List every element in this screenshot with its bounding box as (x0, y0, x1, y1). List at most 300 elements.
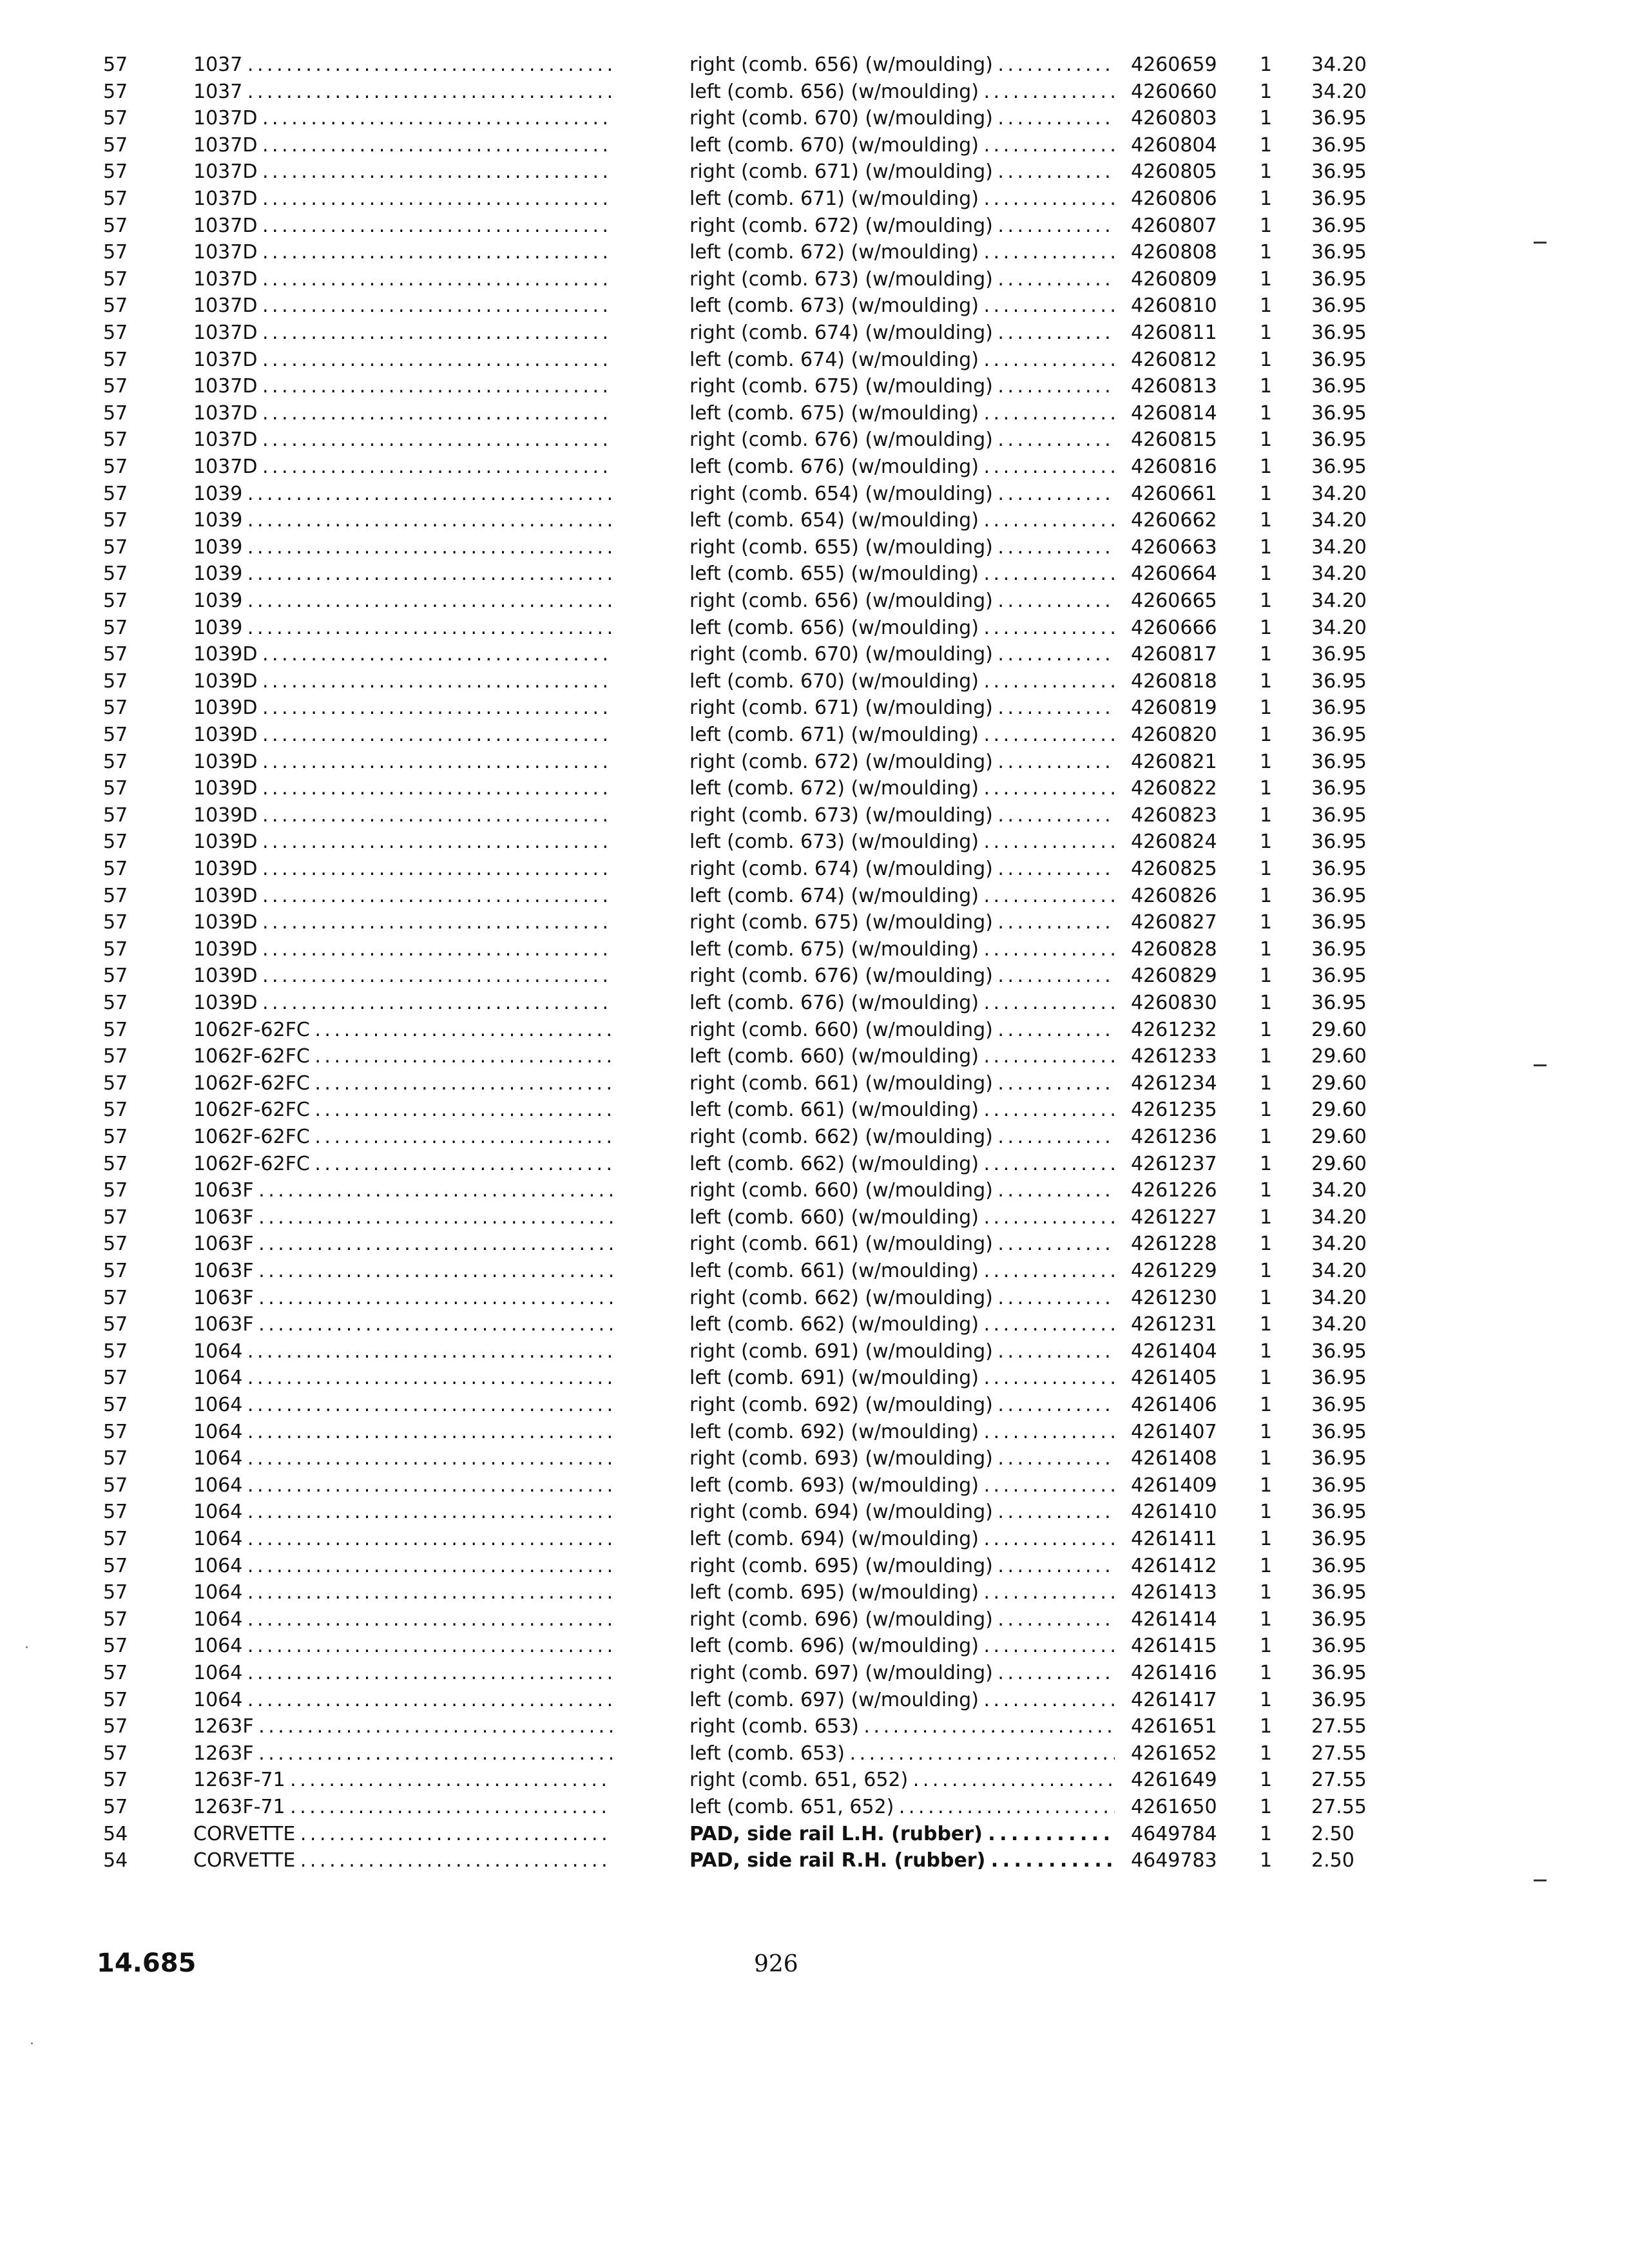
part-number: 4261408 (1131, 1447, 1217, 1470)
model-number: 1062F-62FC . . . (193, 1124, 612, 1151)
parts-row (0, 400, 1629, 427)
part-description: left (comb. 676) (w/moulding) . . . (689, 990, 1115, 1017)
part-number: 4649784 (1131, 1823, 1217, 1845)
quantity: 1 (1260, 617, 1273, 639)
part-description: left (comb. 656) (w/moulding) . . . (689, 615, 1115, 642)
model-number: 1263F . . . (193, 1713, 612, 1740)
model-number: 1263F . . . (193, 1740, 612, 1767)
model-number: 1037D . . . (193, 105, 612, 132)
parts-row (0, 722, 1629, 749)
model-number: 1062F-62FC . . . (193, 1043, 612, 1070)
part-number: 4261652 (1131, 1742, 1217, 1765)
model-year: 57 (103, 1447, 128, 1470)
model-year: 57 (103, 1394, 128, 1416)
part-description: right (comb. 655) (w/moulding) . . . (689, 534, 1115, 561)
model-year: 57 (103, 134, 128, 157)
price: 36.95 (1311, 456, 1367, 478)
part-number: 4261231 (1131, 1313, 1217, 1336)
parts-row (0, 802, 1629, 829)
model-number: 1063F . . . (193, 1231, 612, 1258)
price: 36.95 (1311, 643, 1367, 666)
price: 29.60 (1311, 1019, 1367, 1041)
part-description: left (comb. 694) (w/moulding) . . . (689, 1526, 1115, 1553)
model-year: 57 (103, 617, 128, 639)
quantity: 1 (1260, 1126, 1273, 1148)
part-number: 4261230 (1131, 1287, 1217, 1309)
quantity: 1 (1260, 509, 1273, 532)
quantity: 1 (1260, 1474, 1273, 1497)
parts-row (0, 775, 1629, 802)
model-number: 1037D . . . (193, 347, 612, 374)
part-description: right (comb. 670) (w/moulding) . . . (689, 105, 1115, 132)
parts-row (0, 641, 1629, 668)
part-number: 4261237 (1131, 1153, 1217, 1175)
price: 36.95 (1311, 294, 1367, 317)
quantity: 1 (1260, 1099, 1273, 1121)
part-description: left (comb. 673) (w/moulding) . . . (689, 829, 1115, 856)
part-description: left (comb. 662) (w/moulding) . . . (689, 1311, 1115, 1338)
part-description: right (comb. 673) (w/moulding) . . . (689, 802, 1115, 829)
part-description: left (comb. 693) (w/moulding) . . . (689, 1472, 1115, 1499)
price: 36.95 (1311, 777, 1367, 800)
model-year: 57 (103, 1608, 128, 1631)
model-year: 57 (103, 107, 128, 130)
price: 36.95 (1311, 322, 1367, 344)
part-description: left (comb. 651, 652) . . . (689, 1794, 1115, 1821)
quantity: 1 (1260, 107, 1273, 130)
model-year: 57 (103, 751, 128, 773)
part-number: 4261650 (1131, 1796, 1217, 1818)
model-year: 57 (103, 992, 128, 1014)
model-number: 1064 . . . (193, 1660, 612, 1687)
part-number: 4261649 (1131, 1769, 1217, 1791)
quantity: 1 (1260, 965, 1273, 987)
part-description: left (comb. 675) (w/moulding) . . . (689, 936, 1115, 963)
part-description: right (comb. 692) (w/moulding) . . . (689, 1392, 1115, 1419)
parts-row (0, 534, 1629, 561)
part-description: left (comb. 670) (w/moulding) . . . (689, 132, 1115, 159)
price: 34.20 (1311, 509, 1367, 532)
parts-row (0, 1311, 1629, 1338)
model-number: 1039 . . . (193, 507, 612, 534)
parts-row (0, 1124, 1629, 1151)
quantity: 1 (1260, 1447, 1273, 1470)
parts-row (0, 1553, 1629, 1580)
model-year: 57 (103, 1340, 128, 1363)
part-number: 4260809 (1131, 268, 1217, 291)
price: 36.95 (1311, 349, 1367, 371)
part-number: 4261407 (1131, 1421, 1217, 1443)
part-description: right (comb. 670) (w/moulding) . . . (689, 641, 1115, 668)
price: 34.20 (1311, 590, 1367, 612)
price: 36.95 (1311, 268, 1367, 291)
price: 36.95 (1311, 1367, 1367, 1389)
model-year: 57 (103, 536, 128, 559)
model-number: 1037D . . . (193, 427, 612, 454)
model-number: 1063F . . . (193, 1285, 612, 1312)
quantity: 1 (1260, 777, 1273, 800)
quantity: 1 (1260, 1501, 1273, 1523)
price: 36.95 (1311, 724, 1367, 746)
model-number: 1064 . . . (193, 1579, 612, 1606)
quantity: 1 (1260, 1742, 1273, 1765)
price: 27.55 (1311, 1742, 1367, 1765)
price: 36.95 (1311, 1528, 1367, 1550)
part-number: 4261409 (1131, 1474, 1217, 1497)
model-year: 57 (103, 562, 128, 585)
parts-row (0, 427, 1629, 454)
price: 27.55 (1311, 1715, 1367, 1738)
model-year: 57 (103, 1421, 128, 1443)
price: 34.20 (1311, 617, 1367, 639)
price: 36.95 (1311, 134, 1367, 157)
price: 34.20 (1311, 53, 1367, 76)
model-number: 1064 . . . (193, 1365, 612, 1392)
parts-row (0, 1338, 1629, 1365)
model-number: 1037D . . . (193, 186, 612, 213)
model-number: 1063F . . . (193, 1311, 612, 1338)
model-number: 1064 . . . (193, 1526, 612, 1553)
quantity: 1 (1260, 1796, 1273, 1818)
part-number: 4261228 (1131, 1233, 1217, 1255)
part-description: right (comb. 674) (w/moulding) . . . (689, 320, 1115, 347)
parts-row (0, 856, 1629, 883)
model-year: 57 (103, 428, 128, 451)
model-number: 1064 . . . (193, 1338, 612, 1365)
quantity: 1 (1260, 187, 1273, 210)
quantity: 1 (1260, 1179, 1273, 1202)
price: 34.20 (1311, 1206, 1367, 1229)
quantity: 1 (1260, 1715, 1273, 1738)
quantity: 1 (1260, 160, 1273, 183)
quantity: 1 (1260, 911, 1273, 934)
price: 27.55 (1311, 1769, 1367, 1791)
part-description: right (comb. 675) (w/moulding) . . . (689, 909, 1115, 936)
parts-row (0, 79, 1629, 106)
quantity: 1 (1260, 268, 1273, 291)
parts-row (0, 615, 1629, 642)
part-number: 4260804 (1131, 134, 1217, 157)
model-number: 1039 . . . (193, 588, 612, 615)
model-number: 1063F . . . (193, 1177, 612, 1204)
model-number: 1039 . . . (193, 615, 612, 642)
margin-mark (1534, 1064, 1547, 1066)
quantity: 1 (1260, 1287, 1273, 1309)
part-number: 4261417 (1131, 1689, 1217, 1711)
part-number: 4261233 (1131, 1045, 1217, 1068)
model-year: 57 (103, 1555, 128, 1577)
price: 36.95 (1311, 1421, 1367, 1443)
model-year: 57 (103, 1019, 128, 1041)
quantity: 1 (1260, 1072, 1273, 1095)
parts-row (0, 829, 1629, 856)
model-year: 57 (103, 322, 128, 344)
model-year: 57 (103, 938, 128, 961)
price: 29.60 (1311, 1099, 1367, 1121)
model-year: 57 (103, 294, 128, 317)
part-number: 4260811 (1131, 322, 1217, 344)
model-year: 57 (103, 1528, 128, 1550)
price: 36.95 (1311, 965, 1367, 987)
model-year: 57 (103, 777, 128, 800)
part-number: 4261236 (1131, 1126, 1217, 1148)
part-description: right (comb. 656) (w/moulding) . . . (689, 52, 1115, 79)
part-description: right (comb. 662) (w/moulding) . . . (689, 1124, 1115, 1151)
price: 36.95 (1311, 1581, 1367, 1604)
model-number: 1064 . . . (193, 1419, 612, 1446)
part-number: 4261406 (1131, 1394, 1217, 1416)
model-year: 57 (103, 1260, 128, 1282)
price: 29.60 (1311, 1153, 1367, 1175)
parts-row (0, 1204, 1629, 1231)
part-description: right (comb. 654) (w/moulding) . . . (689, 481, 1115, 508)
price: 36.95 (1311, 402, 1367, 425)
part-number: 4260803 (1131, 107, 1217, 130)
model-number: 1039D . . . (193, 883, 612, 910)
price: 36.95 (1311, 992, 1367, 1014)
parts-row (0, 1606, 1629, 1633)
price: 36.95 (1311, 1501, 1367, 1523)
model-year: 57 (103, 509, 128, 532)
quantity: 1 (1260, 402, 1273, 425)
model-year: 57 (103, 215, 128, 237)
quantity: 1 (1260, 81, 1273, 103)
part-description: right (comb. 672) (w/moulding) . . . (689, 749, 1115, 776)
price: 36.95 (1311, 375, 1367, 398)
model-year: 57 (103, 1099, 128, 1121)
model-year: 57 (103, 590, 128, 612)
parts-row (0, 373, 1629, 400)
model-number: 1037D . . . (193, 400, 612, 427)
quantity: 1 (1260, 215, 1273, 237)
price: 29.60 (1311, 1126, 1367, 1148)
model-year: 57 (103, 1715, 128, 1738)
model-year: 57 (103, 885, 128, 907)
quantity: 1 (1260, 1233, 1273, 1255)
part-number: 4261232 (1131, 1019, 1217, 1041)
part-number: 4260830 (1131, 992, 1217, 1014)
model-year: 57 (103, 1179, 128, 1202)
part-number: 4260812 (1131, 349, 1217, 371)
model-number: 1039 . . . (193, 481, 612, 508)
part-number: 4260810 (1131, 294, 1217, 317)
parts-row (0, 1821, 1629, 1848)
part-number: 4261412 (1131, 1555, 1217, 1577)
model-number: 1037 . . . (193, 52, 612, 79)
price: 36.95 (1311, 241, 1367, 264)
price: 36.95 (1311, 107, 1367, 130)
model-number: 1064 . . . (193, 1687, 612, 1714)
part-description: right (comb. 676) (w/moulding) . . . (689, 963, 1115, 990)
parts-row (0, 454, 1629, 481)
parts-row (0, 963, 1629, 990)
price: 29.60 (1311, 1072, 1367, 1095)
quantity: 1 (1260, 1340, 1273, 1363)
model-number: 1064 . . . (193, 1472, 612, 1499)
price: 36.95 (1311, 938, 1367, 961)
quantity: 1 (1260, 428, 1273, 451)
quantity: 1 (1260, 831, 1273, 853)
quantity: 1 (1260, 885, 1273, 907)
quantity: 1 (1260, 562, 1273, 585)
model-year: 57 (103, 858, 128, 880)
model-number: 1039D . . . (193, 990, 612, 1017)
model-number: 1039D . . . (193, 668, 612, 695)
model-year: 57 (103, 1635, 128, 1657)
parts-row (0, 1365, 1629, 1392)
quantity: 1 (1260, 590, 1273, 612)
parts-row (0, 1043, 1629, 1070)
section-code: 14.685 (97, 1948, 197, 1978)
price: 34.20 (1311, 1179, 1367, 1202)
model-number: 1039D . . . (193, 695, 612, 722)
part-number: 4260661 (1131, 483, 1217, 505)
quantity: 1 (1260, 1662, 1273, 1684)
quantity: 1 (1260, 536, 1273, 559)
model-number: 1062F-62FC . . . (193, 1151, 612, 1178)
model-year: 57 (103, 53, 128, 76)
price: 34.20 (1311, 1287, 1367, 1309)
part-number: 4260817 (1131, 643, 1217, 666)
model-year: 57 (103, 1474, 128, 1497)
part-number: 4261416 (1131, 1662, 1217, 1684)
quantity: 1 (1260, 1260, 1273, 1282)
price: 36.95 (1311, 751, 1367, 773)
price: 36.95 (1311, 1662, 1367, 1684)
price: 36.95 (1311, 1340, 1367, 1363)
parts-row (0, 1445, 1629, 1472)
quantity: 1 (1260, 1206, 1273, 1229)
model-year: 57 (103, 483, 128, 505)
part-description: left (comb. 670) (w/moulding) . . . (689, 668, 1115, 695)
quantity: 1 (1260, 241, 1273, 264)
price: 36.95 (1311, 911, 1367, 934)
quantity: 1 (1260, 322, 1273, 344)
model-year: 57 (103, 831, 128, 853)
part-number: 4260828 (1131, 938, 1217, 961)
model-year: 57 (103, 160, 128, 183)
part-number: 4260665 (1131, 590, 1217, 612)
model-year: 54 (103, 1823, 128, 1845)
part-number: 4260815 (1131, 428, 1217, 451)
price: 2.50 (1311, 1849, 1354, 1872)
part-number: 4260664 (1131, 562, 1217, 585)
model-number: 1039D . . . (193, 856, 612, 883)
part-description: left (comb. 696) (w/moulding) . . . (689, 1633, 1115, 1660)
model-number: 1064 . . . (193, 1392, 612, 1419)
quantity: 1 (1260, 1849, 1273, 1872)
part-description: right (comb. 674) (w/moulding) . . . (689, 856, 1115, 883)
model-number: 1037D . . . (193, 454, 612, 481)
model-year: 57 (103, 1689, 128, 1711)
model-number: CORVETTE . . . (193, 1847, 612, 1874)
part-number: 4261229 (1131, 1260, 1217, 1282)
part-number: 4261414 (1131, 1608, 1217, 1631)
model-year: 57 (103, 1126, 128, 1148)
part-number: 4260663 (1131, 536, 1217, 559)
part-description: left (comb. 671) (w/moulding) . . . (689, 722, 1115, 749)
model-year: 57 (103, 643, 128, 666)
part-number: 4260824 (1131, 831, 1217, 853)
part-description: left (comb. 672) (w/moulding) . . . (689, 239, 1115, 266)
model-year: 57 (103, 402, 128, 425)
model-number: 1039D . . . (193, 802, 612, 829)
parts-row (0, 1713, 1629, 1740)
part-number: 4260826 (1131, 885, 1217, 907)
model-number: 1063F . . . (193, 1258, 612, 1285)
model-number: 1039 . . . (193, 561, 612, 588)
price: 36.95 (1311, 1447, 1367, 1470)
part-description: right (comb. 672) (w/moulding) . . . (689, 213, 1115, 240)
part-number: 4261226 (1131, 1179, 1217, 1202)
part-description: right (comb. 656) (w/moulding) . . . (689, 588, 1115, 615)
part-number: 4260819 (1131, 697, 1217, 719)
parts-row (0, 561, 1629, 588)
model-number: 1064 . . . (193, 1633, 612, 1660)
model-number: 1039 . . . (193, 534, 612, 561)
price: 36.95 (1311, 670, 1367, 693)
price: 34.20 (1311, 81, 1367, 103)
model-year: 57 (103, 349, 128, 371)
part-description: right (comb. 660) (w/moulding) . . . (689, 1177, 1115, 1204)
part-number: 4260666 (1131, 617, 1217, 639)
parts-row (0, 266, 1629, 293)
model-year: 57 (103, 375, 128, 398)
quantity: 1 (1260, 1769, 1273, 1791)
quantity: 1 (1260, 1394, 1273, 1416)
part-description: left (comb. 675) (w/moulding) . . . (689, 400, 1115, 427)
part-description: left (comb. 671) (w/moulding) . . . (689, 186, 1115, 213)
part-number: 4261413 (1131, 1581, 1217, 1604)
part-number: 4260807 (1131, 215, 1217, 237)
model-number: 1037D . . . (193, 213, 612, 240)
part-description: right (comb. 697) (w/moulding) . . . (689, 1660, 1115, 1687)
parts-row (0, 507, 1629, 534)
part-description: right (comb. 676) (w/moulding) . . . (689, 427, 1115, 454)
model-number: 1039D . . . (193, 722, 612, 749)
part-number: 4260818 (1131, 670, 1217, 693)
parts-row (0, 1419, 1629, 1446)
parts-row (0, 1017, 1629, 1044)
parts-row (0, 1526, 1629, 1553)
part-number: 4260825 (1131, 858, 1217, 880)
model-year: 54 (103, 1849, 128, 1872)
quantity: 1 (1260, 697, 1273, 719)
part-number: 4261651 (1131, 1715, 1217, 1738)
parts-row (0, 588, 1629, 615)
model-year: 57 (103, 965, 128, 987)
price: 36.95 (1311, 428, 1367, 451)
model-number: 1062F-62FC . . . (193, 1017, 612, 1044)
parts-row (0, 105, 1629, 132)
parts-row (0, 990, 1629, 1017)
part-description: PAD, side rail L.H. (rubber) . . . (689, 1821, 1115, 1848)
part-description: right (comb. 651, 652) . . . (689, 1767, 1115, 1794)
model-year: 57 (103, 1501, 128, 1523)
quantity: 1 (1260, 724, 1273, 746)
parts-row (0, 1231, 1629, 1258)
quantity: 1 (1260, 938, 1273, 961)
price: 29.60 (1311, 1045, 1367, 1068)
part-number: 4260808 (1131, 241, 1217, 264)
price: 34.20 (1311, 1313, 1367, 1336)
part-number: 4260660 (1131, 81, 1217, 103)
model-number: 1063F . . . (193, 1204, 612, 1231)
part-description: right (comb. 660) (w/moulding) . . . (689, 1017, 1115, 1044)
price: 36.95 (1311, 858, 1367, 880)
model-year: 57 (103, 1662, 128, 1684)
parts-row (0, 695, 1629, 722)
